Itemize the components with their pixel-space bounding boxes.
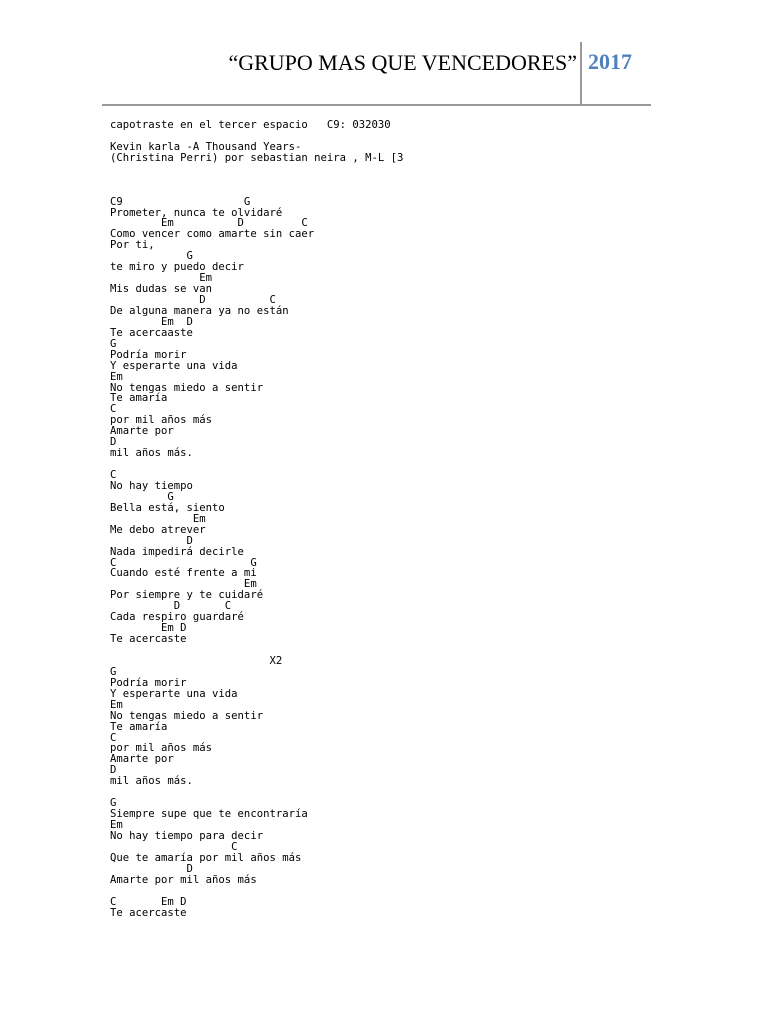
chord-sheet: [110, 120, 403, 918]
sheet-line: G: [110, 337, 117, 350]
sheet-line: Prometer, nunca te olvidaré: [110, 206, 283, 219]
sheet-line: Cada respiro guardaré: [110, 611, 244, 624]
sheet-line: Y esperarte una vida: [110, 687, 238, 700]
page-header: [102, 40, 651, 106]
sheet-line: Em D: [110, 315, 193, 328]
sheet-line: Em: [110, 819, 123, 831]
sheet-line: [110, 886, 403, 897]
sheet-line: No tengas miedo a sentir: [110, 381, 264, 394]
sheet-line: Em D C: [110, 217, 308, 230]
sheet-line: C Em D: [110, 895, 187, 908]
sheet-line: Te amaría: [110, 392, 168, 405]
sheet-line: [110, 787, 403, 798]
sheet-line: Te acercaste: [110, 633, 187, 646]
sheet-line: Y esperarte una vida: [110, 359, 238, 372]
sheet-line: Em: [110, 698, 123, 711]
sheet-line: mil años más.: [110, 447, 193, 460]
sheet-line: G: [110, 665, 117, 678]
sheet-line: Amarte por: [110, 753, 174, 766]
sheet-line: Kevin karla -A Thousand Years-: [110, 140, 302, 153]
sheet-line: De alguna manera ya no están: [110, 304, 289, 317]
header-title: “GRUPO MAS QUE VENCEDORES”: [228, 50, 577, 75]
sheet-line: Em: [110, 578, 257, 591]
sheet-line: D C: [110, 600, 232, 613]
sheet-line: (Christina Perri) por sebastian neira , M-L [3: [110, 151, 404, 164]
sheet-line: No hay tiempo para decir: [110, 829, 264, 842]
sheet-line: C G: [110, 556, 257, 569]
sheet-line: Me debo atrever: [110, 523, 206, 536]
sheet-line: C: [110, 403, 117, 416]
sheet-line: Te amaría: [110, 720, 168, 733]
sheet-line: G: [110, 250, 193, 263]
sheet-line: Te acercaste: [110, 906, 187, 919]
sheet-line: te miro y puedo decir: [110, 261, 244, 274]
sheet-line: [110, 459, 403, 470]
sheet-line: C9 G: [110, 195, 251, 208]
sheet-line: C: [110, 469, 117, 481]
sheet-line: [110, 175, 403, 186]
sheet-line: G: [110, 490, 174, 503]
sheet-line: No tengas miedo a sentir: [110, 709, 264, 722]
sheet-line: No hay tiempo: [110, 479, 193, 492]
sheet-line: Amarte por: [110, 425, 174, 438]
sheet-line: D C: [110, 294, 276, 306]
sheet-line: Podría morir: [110, 676, 187, 689]
sheet-line: Por siempre y te cuidaré: [110, 589, 264, 602]
sheet-line: G: [110, 797, 117, 810]
sheet-line: X2: [110, 654, 283, 667]
sheet-line: Em: [110, 272, 213, 285]
sheet-line: C: [110, 731, 117, 744]
sheet-line: Por ti,: [110, 239, 155, 252]
sheet-line: Te acercaaste: [110, 326, 193, 339]
sheet-line: mil años más.: [110, 775, 193, 788]
sheet-line: Nada impedirá decirle: [110, 545, 244, 558]
sheet-line: [110, 164, 403, 175]
sheet-line: Podría morir: [110, 348, 187, 361]
sheet-line: D: [110, 436, 117, 449]
sheet-line: Cuando esté frente a mi: [110, 567, 257, 580]
sheet-line: Bella está, siento: [110, 501, 225, 514]
sheet-line: Em D: [110, 622, 187, 635]
sheet-line: Siempre supe que te encontraría: [110, 808, 308, 821]
sheet-line: por mil años más: [110, 742, 213, 755]
sheet-line: Mis dudas se van: [110, 283, 213, 296]
sheet-line: D: [110, 534, 193, 547]
sheet-line: Que te amaría por mil años más: [110, 851, 302, 864]
sheet-line: Em: [110, 370, 123, 383]
sheet-line: Como vencer como amarte sin caer: [110, 228, 315, 241]
sheet-line: por mil años más: [110, 414, 213, 427]
header-divider: [580, 42, 582, 104]
sheet-line: Amarte por mil años más: [110, 873, 257, 886]
sheet-line: C: [110, 840, 238, 853]
sheet-line: D: [110, 862, 193, 875]
header-year: 2017: [588, 49, 632, 74]
sheet-line: Em: [110, 512, 206, 525]
sheet-line: D: [110, 764, 117, 777]
sheet-line: [110, 186, 403, 197]
sheet-line: capotraste en el tercer espacio C9: 032030: [110, 119, 391, 131]
